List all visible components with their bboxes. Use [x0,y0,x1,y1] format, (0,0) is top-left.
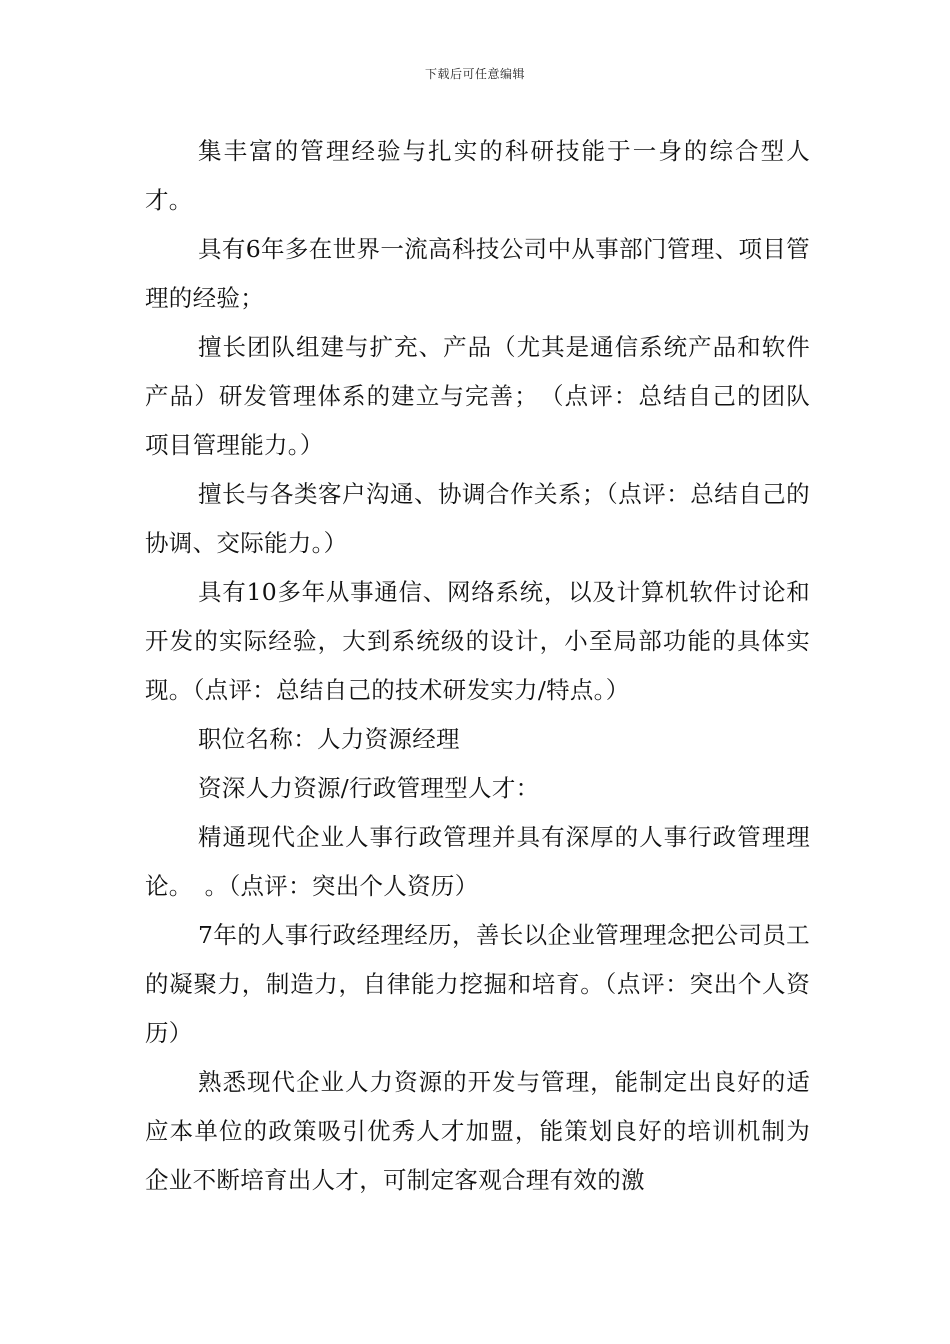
paragraph-job-title: 职位名称：人力资源经理 [198,725,460,753]
paragraph-profile-summary: 集丰富的管理经验与扎实的科研技能于一身的综合型人才。 [145,137,810,214]
page-header: 下载后可任意编辑 [424,67,525,81]
paragraph-hr-profile: 资深人力资源/行政管理型人才： [198,774,540,802]
paragraph-management-experience: 具有6年多在世界一流高科技公司中从事部门管理、项目管理的经验； [145,235,810,312]
document-body [145,127,810,1205]
paragraph-hr-theory: 精通现代企业人事行政管理并具有深厚的人事行政管理理论。 。（点评：突出个人资历） [145,823,810,900]
paragraph-team-building: 擅长团队组建与扩充、产品（尤其是通信系统产品和软件产品）研发管理体系的建立与完善； （点评：总结自己的团队项目管理能力。） [145,333,810,459]
paragraph-hr-experience: 7年的人事行政经理经历，善长以企业管理理念把公司员工的凝聚力，制造力，自律能力挖掘和培育。（点评：突出个人资历） [145,921,810,1047]
paragraph-technical-experience: 具有10多年从事通信、网络系统，以及计算机软件讨论和开发的实际经验，大到系统级的设计，小至局部功能的具体实现。（点评：总结自己的技术研发实力/特点。） [145,578,810,704]
paragraph-client-communication: 擅长与各类客户沟通、协调合作关系；（点评：总结自己的协调、交际能力。） [145,480,810,557]
paragraph-hr-development: 熟悉现代企业人力资源的开发与管理，能制定出良好的适应本单位的政策吸引优秀人才加盟，能策划良好的培训机制为企业不断培育出人才，可制定客观合理有效的激 [145,1068,810,1194]
